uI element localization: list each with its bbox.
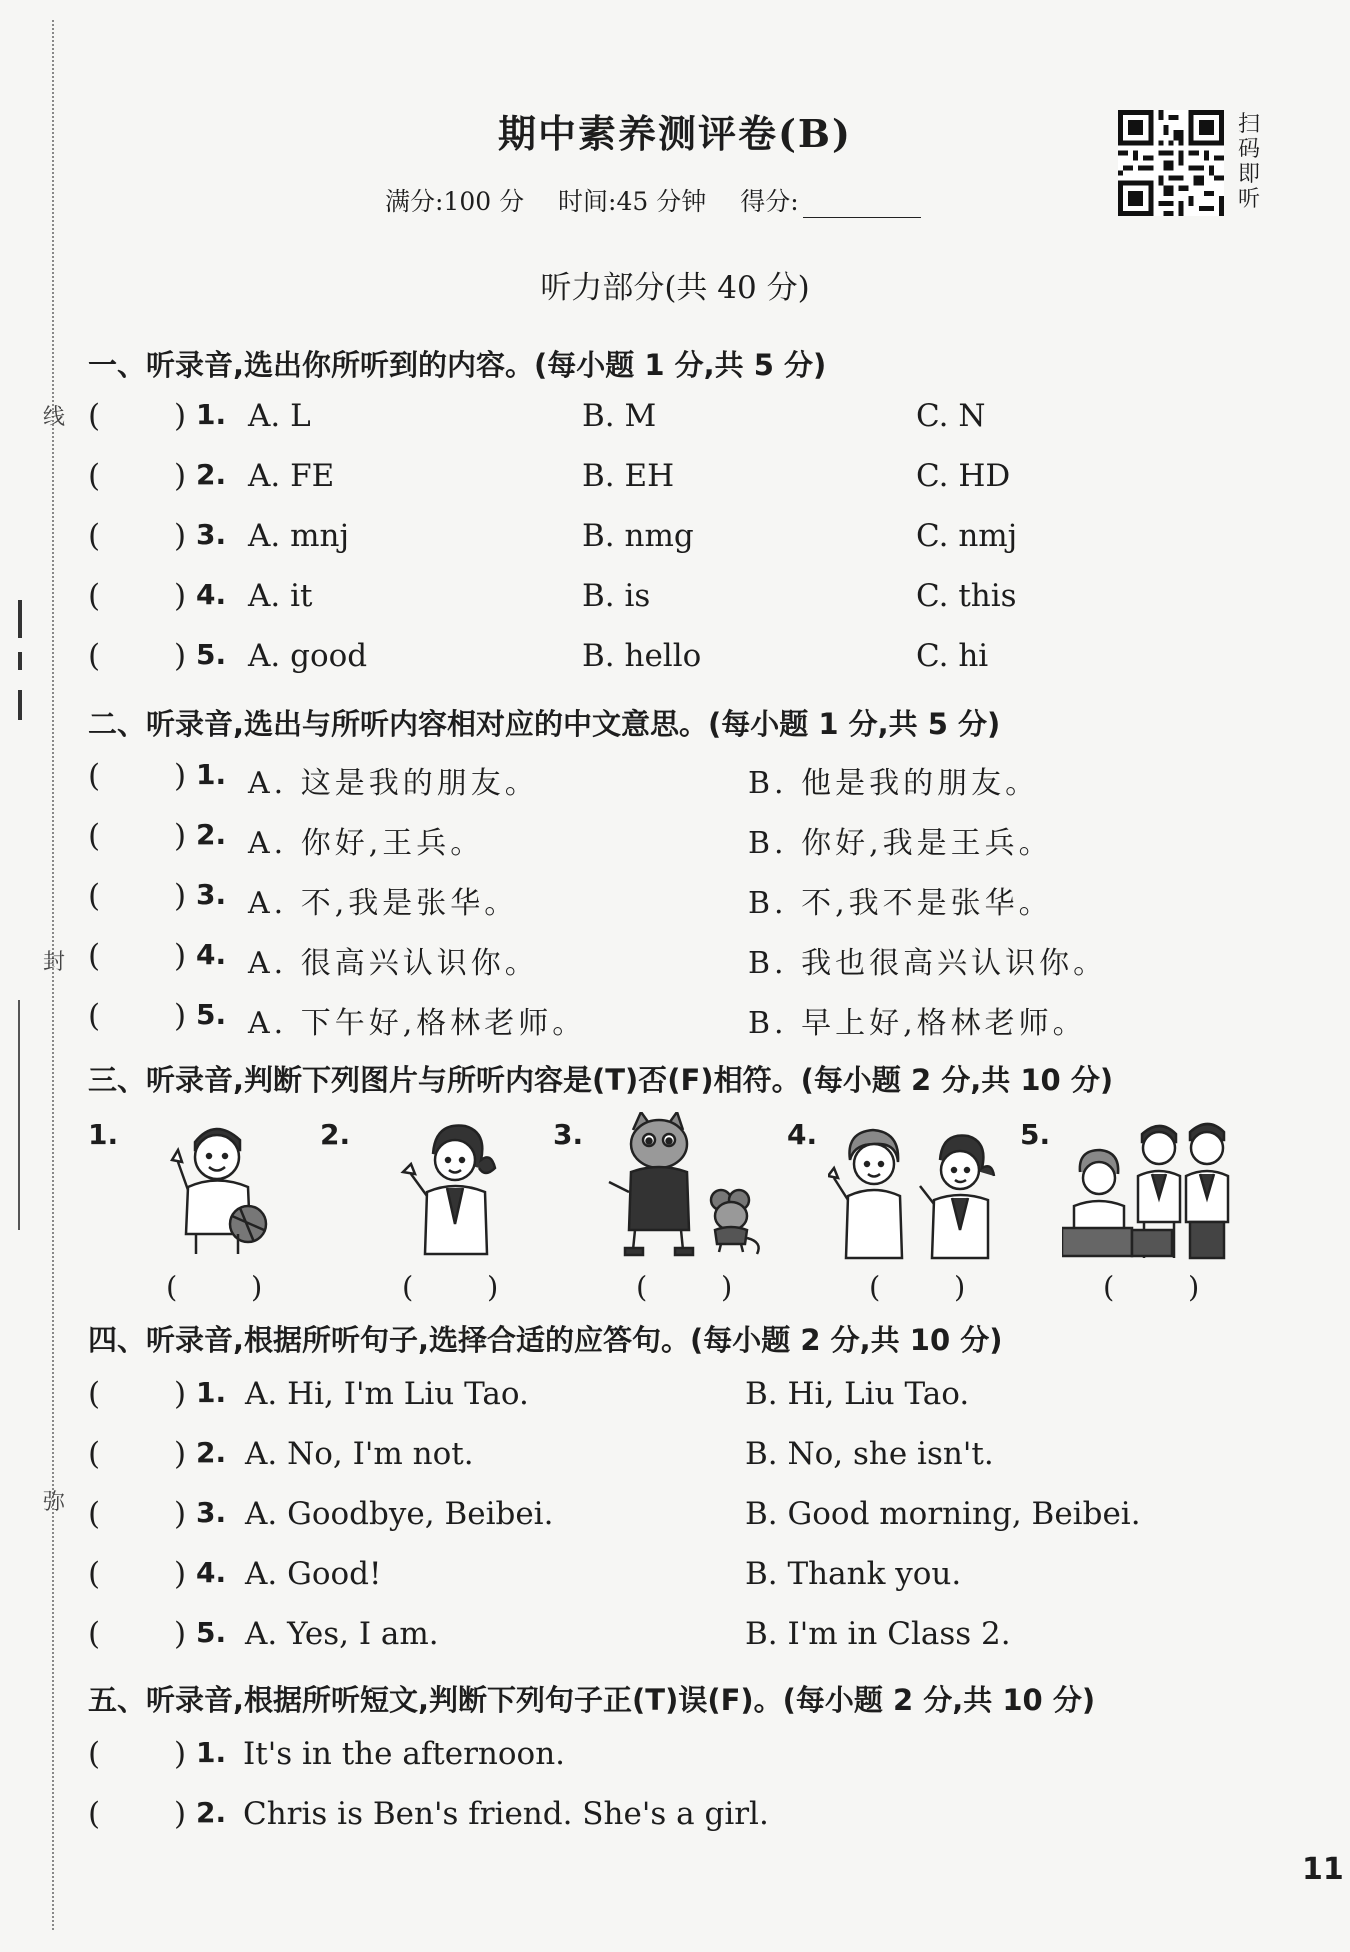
answer-blank[interactable]: ( [88,1556,101,1592]
option-a: A. Yes, I am. [245,1616,439,1652]
time-limit: 时间:45 分钟 [558,187,707,216]
option-b: B. No, she isn't. [745,1436,994,1472]
picture-number: 5. [1020,1118,1051,1151]
question-row: ( ) 1. A. Hi, I'm Liu Tao. B. Hi, Liu Tao. [88,1376,970,1412]
picture-answer-blank[interactable]: ( ) [636,1270,733,1304]
margin-label-xian: 线 [42,405,65,430]
option-a: A. 下午好,格林老师。 [248,1006,587,1041]
option-a: A. Goodbye, Beibei. [245,1496,554,1532]
option-b: B. I'm in Class 2. [745,1616,1011,1652]
question-row: ( ) 3. A. Goodbye, Beibei. B. Good morning, Beibei. [88,1496,1141,1532]
question-row: ( ) 5. A. good B. hello C. hi [88,638,989,674]
option-b: B. Thank you. [745,1556,962,1592]
picture-answer-blank[interactable]: ( ) [1103,1270,1200,1304]
section-4-title: 四、听录音,根据所听句子,选择合适的应答句。(每小题 2 分,共 10 分) [88,1323,1003,1357]
question-row: ( ) 4. A. Good! B. Thank you. [88,1556,962,1592]
question-number: 4. [196,578,227,611]
margin-label-mi: 弥 [42,1490,65,1515]
option-b: B. is [582,578,651,614]
margin-mark [18,652,22,670]
answer-blank[interactable]: ( [88,1496,101,1532]
picture-answer-blank[interactable]: ( ) [166,1270,263,1304]
question-number: 2. [196,1436,227,1469]
qr-caption [1234,112,1264,212]
question-number: 4. [196,938,227,971]
answer-blank[interactable]: ( [88,1376,101,1412]
page-number: 11 [1302,1852,1344,1887]
question-number: 1. [196,1736,227,1769]
qr-code-icon[interactable] [1118,110,1224,216]
question-row: ( ) 1. A. 这是我的朋友。 B. 他是我的朋友。 [88,758,1040,801]
answer-blank[interactable]: ( [88,458,101,494]
cat-and-mouse-icon [605,1112,765,1257]
margin-mark [18,1000,20,1230]
answer-blank[interactable]: ( [88,578,101,614]
option-a: A. 不,我是张华。 [248,886,519,921]
option-a: A. 很高兴认识你。 [248,946,539,981]
teacher-and-two-students-icon [1062,1112,1230,1260]
question-row: ( ) 1. It's in the afternoon. [88,1736,566,1772]
score-blank[interactable] [803,195,921,218]
answer-blank[interactable]: ( [88,638,101,674]
question-number: 3. [196,518,227,551]
question-row: ( ) 5. A. 下午好,格林老师。 B. 早上好,格林老师。 [88,998,1087,1041]
section-3-title: 三、听录音,判断下列图片与所听内容是(T)否(F)相符。(每小题 2 分,共 10 分) [88,1063,1114,1097]
qr-caption-char: 即 [1237,162,1260,187]
question-row: ( ) 2. A. 你好,王兵。 B. 你好,我是王兵。 [88,818,1053,861]
question-row: ( ) 3. A. 不,我是张华。 B. 不,我不是张华。 [88,878,1053,921]
qr-caption-char: 码 [1237,137,1260,162]
option-b: B. Good morning, Beibei. [745,1496,1141,1532]
question-number: 5. [196,998,227,1031]
question-number: 5. [196,1616,227,1649]
option-a: A. FE [248,458,335,494]
answer-blank[interactable]: ( [88,758,101,794]
girl-waving-icon [395,1112,510,1257]
option-c: C. nmj [916,518,1018,554]
boy-waving-with-ball-icon [160,1112,275,1257]
qr-caption-char: 听 [1237,187,1260,212]
question-number: 2. [196,818,227,851]
question-row: ( ) 4. A. it B. is C. this [88,578,1017,614]
statement-text: It's in the afternoon. [243,1736,566,1772]
answer-blank[interactable]: ( [88,818,101,854]
option-b: B. nmg [582,518,694,554]
question-number: 1. [196,758,227,791]
part-title: 听力部分(共 40 分) [540,270,810,306]
question-number: 1. [196,1376,227,1409]
margin-mark [18,690,22,720]
option-a: A. L [248,398,311,434]
statement-text: Chris is Ben's friend. She's a girl. [243,1796,769,1832]
option-b: B. hello [582,638,702,674]
option-a: A. Hi, I'm Liu Tao. [245,1376,529,1412]
option-a: A. 你好,王兵。 [248,826,485,861]
qr-caption-char: 扫 [1237,112,1260,137]
option-b: B. 早上好,格林老师。 [748,1006,1087,1041]
question-number: 4. [196,1556,227,1589]
option-a: A. it [248,578,313,614]
two-girls-waving-icon [828,1120,1008,1260]
option-b: B. 他是我的朋友。 [748,766,1040,801]
question-number: 3. [196,1496,227,1529]
picture-number: 1. [88,1118,119,1151]
answer-blank[interactable]: ( [88,878,101,914]
picture-answer-blank[interactable]: ( ) [869,1270,966,1304]
question-row: ( ) 2. Chris is Ben's friend. She's a girl. [88,1796,769,1832]
option-b: B. 你好,我是王兵。 [748,826,1053,861]
question-row: ( ) 4. A. 很高兴认识你。 B. 我也很高兴认识你。 [88,938,1108,981]
answer-blank[interactable]: ( [88,518,101,554]
picture-number: 2. [320,1118,351,1151]
option-c: C. HD [916,458,1011,494]
section-5-title: 五、听录音,根据所听短文,判断下列句子正(T)误(F)。(每小题 2 分,共 10 分) [88,1683,1096,1717]
answer-blank[interactable]: ( [88,1616,101,1652]
question-row: ( ) 3. A. mnj B. nmg C. nmj [88,518,1018,554]
question-number: 1. [196,398,227,431]
option-a: A. Good! [245,1556,382,1592]
question-row: ( ) 5. A. Yes, I am. B. I'm in Class 2. [88,1616,1011,1652]
option-c: C. this [916,578,1017,614]
page-title: 期中素养测评卷(B) [497,111,853,156]
question-row: ( ) 2. A. FE B. EH C. HD [88,458,1011,494]
option-c: C. N [916,398,986,434]
option-c: C. hi [916,638,989,674]
question-number: 2. [196,458,227,491]
question-number: 5. [196,638,227,671]
option-b: B. Hi, Liu Tao. [745,1376,970,1412]
option-b: B. 不,我不是张华。 [748,886,1053,921]
exam-info [385,182,947,218]
picture-answer-blank[interactable]: ( ) [402,1270,499,1304]
option-a: A. mnj [248,518,350,554]
section-2-title: 二、听录音,选出与所听内容相对应的中文意思。(每小题 1 分,共 5 分) [88,707,1001,741]
question-number: 2. [196,1796,227,1829]
option-b: B. EH [582,458,675,494]
question-row: ( ) 1. A. L B. M C. N [88,398,986,434]
question-number: 3. [196,878,227,911]
answer-blank[interactable]: ( [88,998,101,1034]
answer-blank[interactable]: ( [88,1436,101,1472]
option-b: B. 我也很高兴认识你。 [748,946,1108,981]
answer-blank[interactable]: ( [88,938,101,974]
option-a: A. 这是我的朋友。 [248,766,539,801]
score-label: 得分: [740,187,946,216]
option-a: A. good [248,638,368,674]
section-1-title: 一、听录音,选出你所听到的内容。(每小题 1 分,共 5 分) [88,348,827,382]
margin-mark [18,600,22,638]
picture-number: 3. [553,1118,584,1151]
answer-blank[interactable]: ( [88,1796,101,1832]
answer-blank[interactable]: ( [88,398,101,434]
full-score: 满分:100 分 [385,187,525,216]
option-a: A. No, I'm not. [245,1436,474,1472]
picture-number: 4. [787,1118,818,1151]
answer-blank[interactable]: ( [88,1736,101,1772]
option-b: B. M [582,398,657,434]
question-row: ( ) 2. A. No, I'm not. B. No, she isn't. [88,1436,994,1472]
margin-label-feng: 封 [42,950,65,975]
